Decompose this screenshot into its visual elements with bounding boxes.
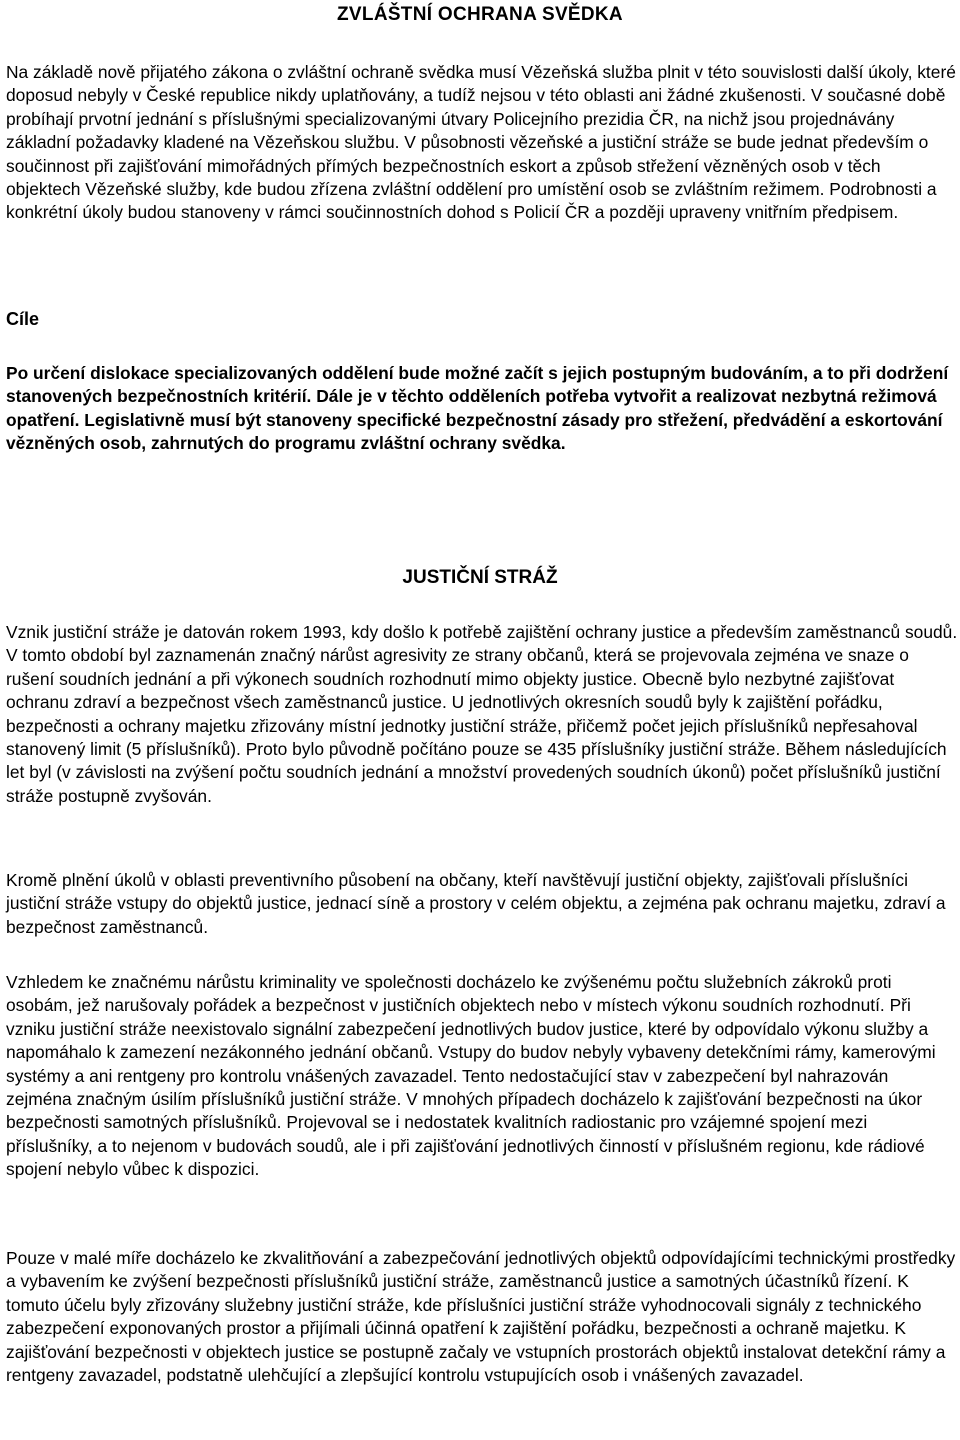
section-heading-justicni-straz: JUSTIČNÍ STRÁŽ bbox=[402, 567, 558, 588]
goals-paragraph: Po určení dislokace specializovaných oddělení bude možné začít s jejich postupným budováním, a to při dodržení stanovených bezpečnostních kritérií. Dále je v těchto odděleních potřeba vytvořit a realizovat nezbytná režimová opatření. Legislativně musí být stanoveny specifické bezpečnostní zásady pro střežení, předvádění a eskortování vězněných osob, zahrnutých do programu zvláštní ochrany svědka. bbox=[6, 363, 949, 454]
paragraph-duties: Kromě plnění úkolů v oblasti preventivního působení na občany, kteří navštěvují justiční objekty, zajišťovali příslušníci justiční stráže vstupy do objektů justice, jednací síně a prostory v celém objektu, a zejména pak ochranu majetku, zdraví a bezpečnost zaměstnanců. bbox=[6, 870, 946, 937]
goals-heading: Cíle bbox=[6, 309, 40, 329]
intro-paragraph: Na základě nově přijatého zákona o zvláštní ochraně svědka musí Vězeňská služba plnit v této souvislosti další úkoly, které doposud nebyly v České republice nikdy uplatňovány, a tudíž nejsou v této oblasti ani žádné zkušenosti. V současné době probíhají prvotní jednání s příslušnými specializovanými útvary Policejního prezidia ČR, na nichž jsou projednávány základní požadavky kladené na Vězeňskou službu. V působnosti vězeňské a justiční stráže se bude jednat především o součinnost při zajišťování mimořádných přímých bezpečnostních eskort a způsob střežení vězněných osob v těch objektech Vězeňské služby, kde budou zřízena zvláštní oddělení pro umístění osob se zvláštním režimem. Podrobnosti a konkrétní úkoly budou stanoveny v rámci součinnostních dohod s Policií ČR a později upraveny vnitřním předpisem. bbox=[6, 62, 956, 223]
paragraph-origin: Vznik justiční stráže je datován rokem 1993, kdy došlo k potřebě zajištění ochrany justice a především zaměstnanců soudů. V tomto období byl zaznamenán značný nárůst agresivity ze strany občanů, která se projevovala zejména ve snaze o rušení soudních jednání a při výkonech soudních rozhodnutí mimo objekty justice. Obecně bylo nezbytné zajišťovat ochranu zdraví a bezpečnost všech zaměstnanců justice. U jednotlivých okresních soudů byly k zajištění pořádku, bezpečnosti a ochrany majetku zřizovány místní jednotky justiční stráže, přičemž počet jejich příslušníků nepřesahoval stanovený limit (5 příslušníků). Proto bylo původně počítáno pouze se 435 příslušníky justiční stráže. Během následujících let byl (v závislosti na zvýšení počtu soudních jednání a množství provedených soudních úkonů) počet příslušníků justiční stráže postupně zvyšován. bbox=[6, 622, 958, 806]
document-title: ZVLÁŠTNÍ OCHRANA SVĚDKA bbox=[337, 4, 623, 25]
paragraph-criminality: Vzhledem ke značnému nárůstu kriminality ve společnosti docházelo ke zvýšenému počtu služebních zákroků proti osobám, jež narušovaly pořádek a bezpečnost v justičních objektech nebo v místech výkonu soudních rozhodnutí. Při vzniku justiční stráže neexistovalo signální zabezpečení jednotlivých budov justice, které by odpovídalo výkonu služby a napomáhalo k zamezení nezákonného jednání občanů. Vstupy do budov nebyly vybaveny detekčními rámy, kamerovými systémy a ani rentgeny pro kontrolu vnášených zavazadel. Tento nedostačující stav v zabezpečení byl nahrazován zejména značným úsilím příslušníků justiční stráže. V mnohých případech docházelo k zajišťování bezpečnosti na úkor bezpečnosti samotných příslušníků. Projevoval se i nedostatek kvalitních radiostanic pro vzájemné spojení mezi příslušníky, a to nejenom v budovách soudů, ale i při zajišťování jednotlivých činností v příslušném regionu, kde rádiové spojení nebylo vůbec k dispozici. bbox=[6, 972, 936, 1180]
paragraph-technical-security: Pouze v malé míře docházelo ke zkvalitňování a zabezpečování jednotlivých objektů odpovídajícími technickými prostředky a vybavením ke zvýšení bezpečnosti příslušníků justiční stráže, zaměstnanců justice a samotných účastníků řízení. K tomuto účelu byly zřizovány služebny justiční stráže, kde příslušníci justiční stráže vyhodnocovali signály z technického zabezpečení exponovaných prostor a přijímali účinná opatření k zajištění pořádku, bezpečnosti a ochraně majetku. K zajišťování bezpečnosti v objektech justice se postupně začaly ve vstupních prostorách objektů instalovat detekční rámy a rentgeny zavazadel, podstatně ulehčující a zlepšující kontrolu vstupujících osob i vnášených zavazadel. bbox=[6, 1248, 956, 1386]
